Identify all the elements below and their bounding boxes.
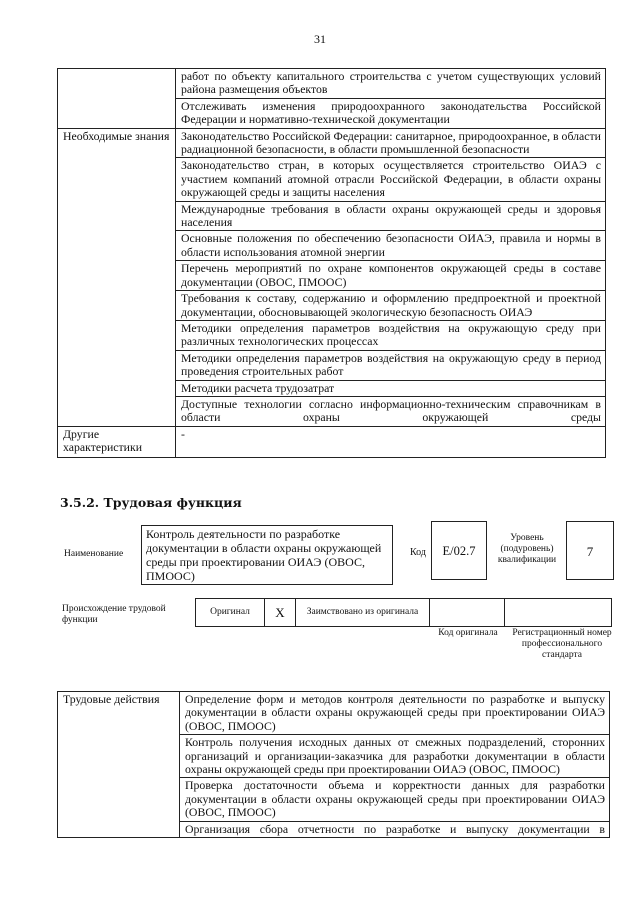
row-label [58,69,176,129]
original-mark: X [264,598,296,627]
origin-row [196,598,612,627]
table-cell: Перечень мероприятий по охране компонентов окружающей среды в составе документации (ОВОС, ПМООС) [176,261,606,291]
page-number: 31 [314,32,326,46]
row-label-actions: Трудовые действия [58,692,180,838]
function-level-box: 7 [566,521,614,580]
table-cell: Определение форм и методов контроля деятельности по разработке и выпуску документации в области охраны окружающей среды при проектировании ОИАЭ (ОВОС, ПМООС) [180,692,610,735]
code-original-cell [429,598,505,627]
borrowed-label: Заимствовано из оригинала [295,598,430,627]
table-cell: Доступные технологии согласно информационно-техническим справочникам в области охраны окружающей среды [176,396,606,426]
code-original-label: Код оригинала [438,628,498,638]
table-cell: Методики расчета трудозатрат [176,380,606,396]
table-cell: Требования к составу, содержанию и оформлению предпроектной и проектной документации, обосновывающей экологическую безопасность ОИАЭ [176,291,606,321]
table-cell: Методики определения параметров воздействия на окружающую среду в период проведения строительных работ [176,350,606,380]
level-label: Уровень (подуровень) квалификации [497,533,557,565]
requirements-table [57,68,606,458]
table-cell: Методики определения параметров воздействия на окружающую среду при различных технологических процессах [176,320,606,350]
row-label-other: Другие характеристики [58,426,176,457]
table-cell: Международные требования в области охраны окружающей среды и здоровья населения [176,201,606,231]
table-cell: Организация сбора отчетности по разработке и выпуску документации в [180,821,610,837]
function-code-box: E/02.7 [431,521,487,580]
original-label: Оригинал [195,598,265,627]
table-row [58,128,606,158]
table-cell: Контроль получения исходных данных от смежных подразделений, сторонних организаций и организации-заказчика для разработки документации в области охраны окружающей среды при проектировании ОИАЭ (ОВОС, ПМООС) [180,735,610,778]
reg-number-label: Регистрационный номер профессионального стандарта [512,628,612,660]
table-row [58,69,606,99]
table-cell: Отслеживать изменения природоохранного законодательства Российской Федерации и нормативно-технической документации [176,98,606,128]
row-label-knowledge: Необходимые знания [58,128,176,426]
function-name-box: Контроль деятельности по разработке документации в области охраны окружающей среды при проектировании ОИАЭ (ОВОС, ПМООС) [141,525,393,585]
table-cell: работ по объекту капитального строительства с учетом существующих условий района размещения объектов [176,69,606,99]
table-cell: Законодательство Российской Федерации: санитарное, природоохранное, в области радиационной безопасности, в области промышленной безопасности [176,128,606,158]
code-label: Код [410,547,426,558]
origin-label: Происхождение трудовой функции [62,604,166,625]
table-cell: Основные положения по обеспечению безопасности ОИАЭ, правила и нормы в области использования атомной энергии [176,231,606,261]
reg-number-cell [504,598,612,627]
name-label: Наименование [64,549,124,559]
section-title: 3.5.2. Трудовая функция [60,495,242,510]
table-cell: - [176,426,606,457]
table-row [58,692,610,735]
table-row [58,426,606,457]
table-cell: Проверка достаточности объема и корректности данных для разработки документации в области охраны окружающей среды при проектировании ОИАЭ (ОВОС, ПМООС) [180,778,610,821]
table-cell: Законодательство стран, в которых осуществляется строительство ОИАЭ с участием компаний атомной отрасли Российской Федерации, в области охраны окружающей среды и защиты населения [176,158,606,201]
actions-table [57,691,610,838]
